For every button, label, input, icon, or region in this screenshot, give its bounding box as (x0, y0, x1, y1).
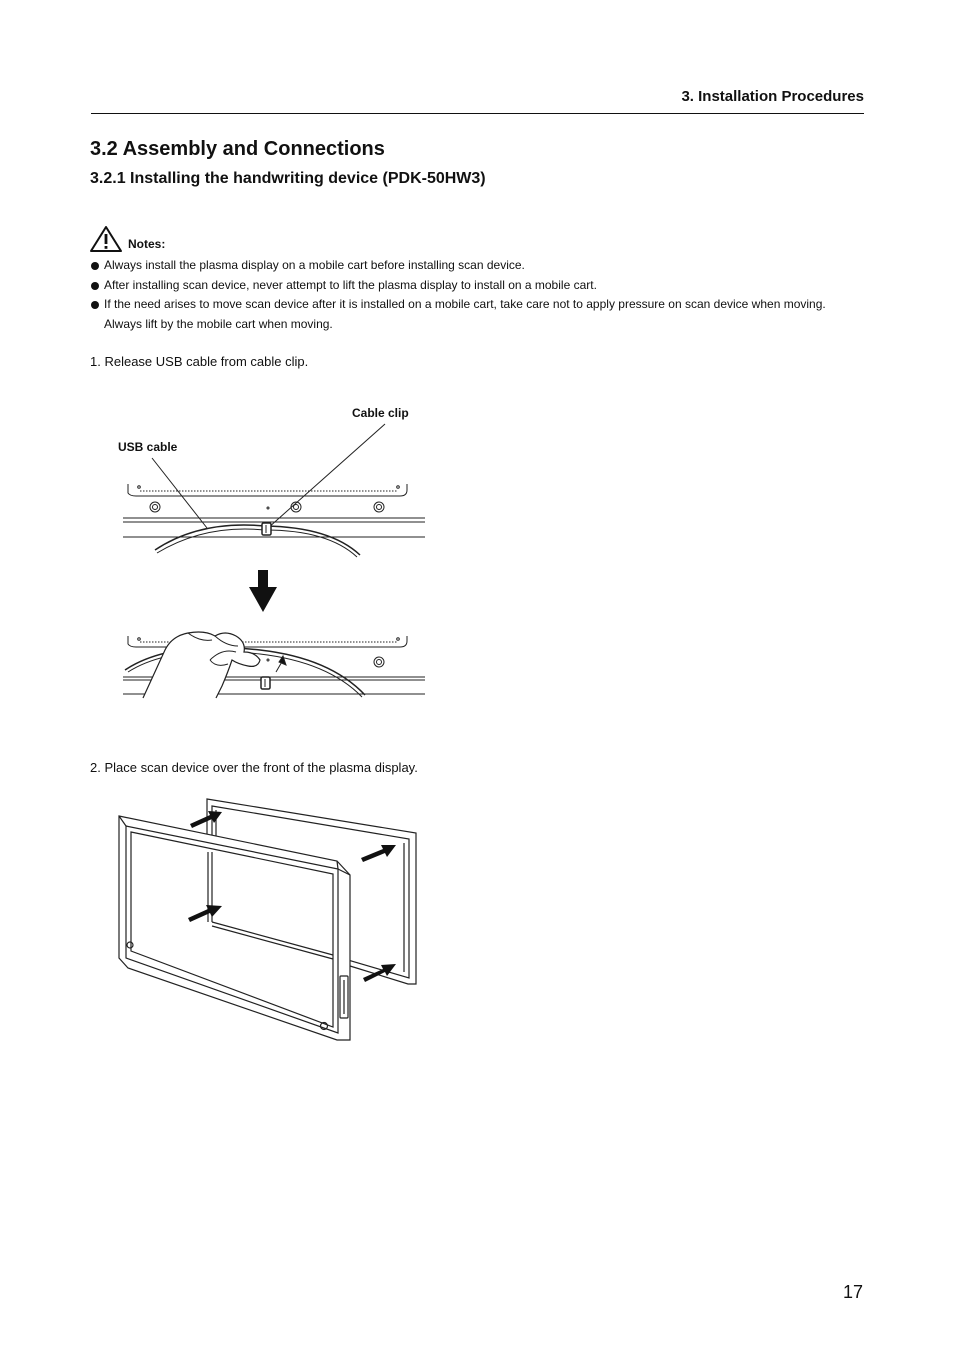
subsection-heading: 3.2.1 Installing the handwriting device (PDK-50HW3) (90, 170, 486, 187)
usb-cable-label: USB cable (118, 440, 178, 454)
note-item: After installing scan device, never attempt to lift the plasma display to install on a mobile cart. (90, 276, 850, 296)
step-2-text: 2. Place scan device over the front of the plasma display. (90, 760, 418, 775)
running-header: 3. Installation Procedures (681, 88, 864, 105)
cable-clip-label: Cable clip (352, 406, 409, 420)
section-heading: 3.2 Assembly and Connections (90, 138, 385, 160)
note-item: Always install the plasma display on a mobile cart before installing scan device. (90, 256, 850, 276)
note-item: If the need arises to move scan device after it is installed on a mobile cart, take care not to apply pressure on scan device when moving. Always lift by the mobile cart when moving. (90, 295, 850, 334)
notes-label: Notes: (128, 237, 166, 251)
step-1-text: 1. Release USB cable from cable clip. (90, 354, 309, 369)
page-number: 17 (842, 1282, 863, 1302)
